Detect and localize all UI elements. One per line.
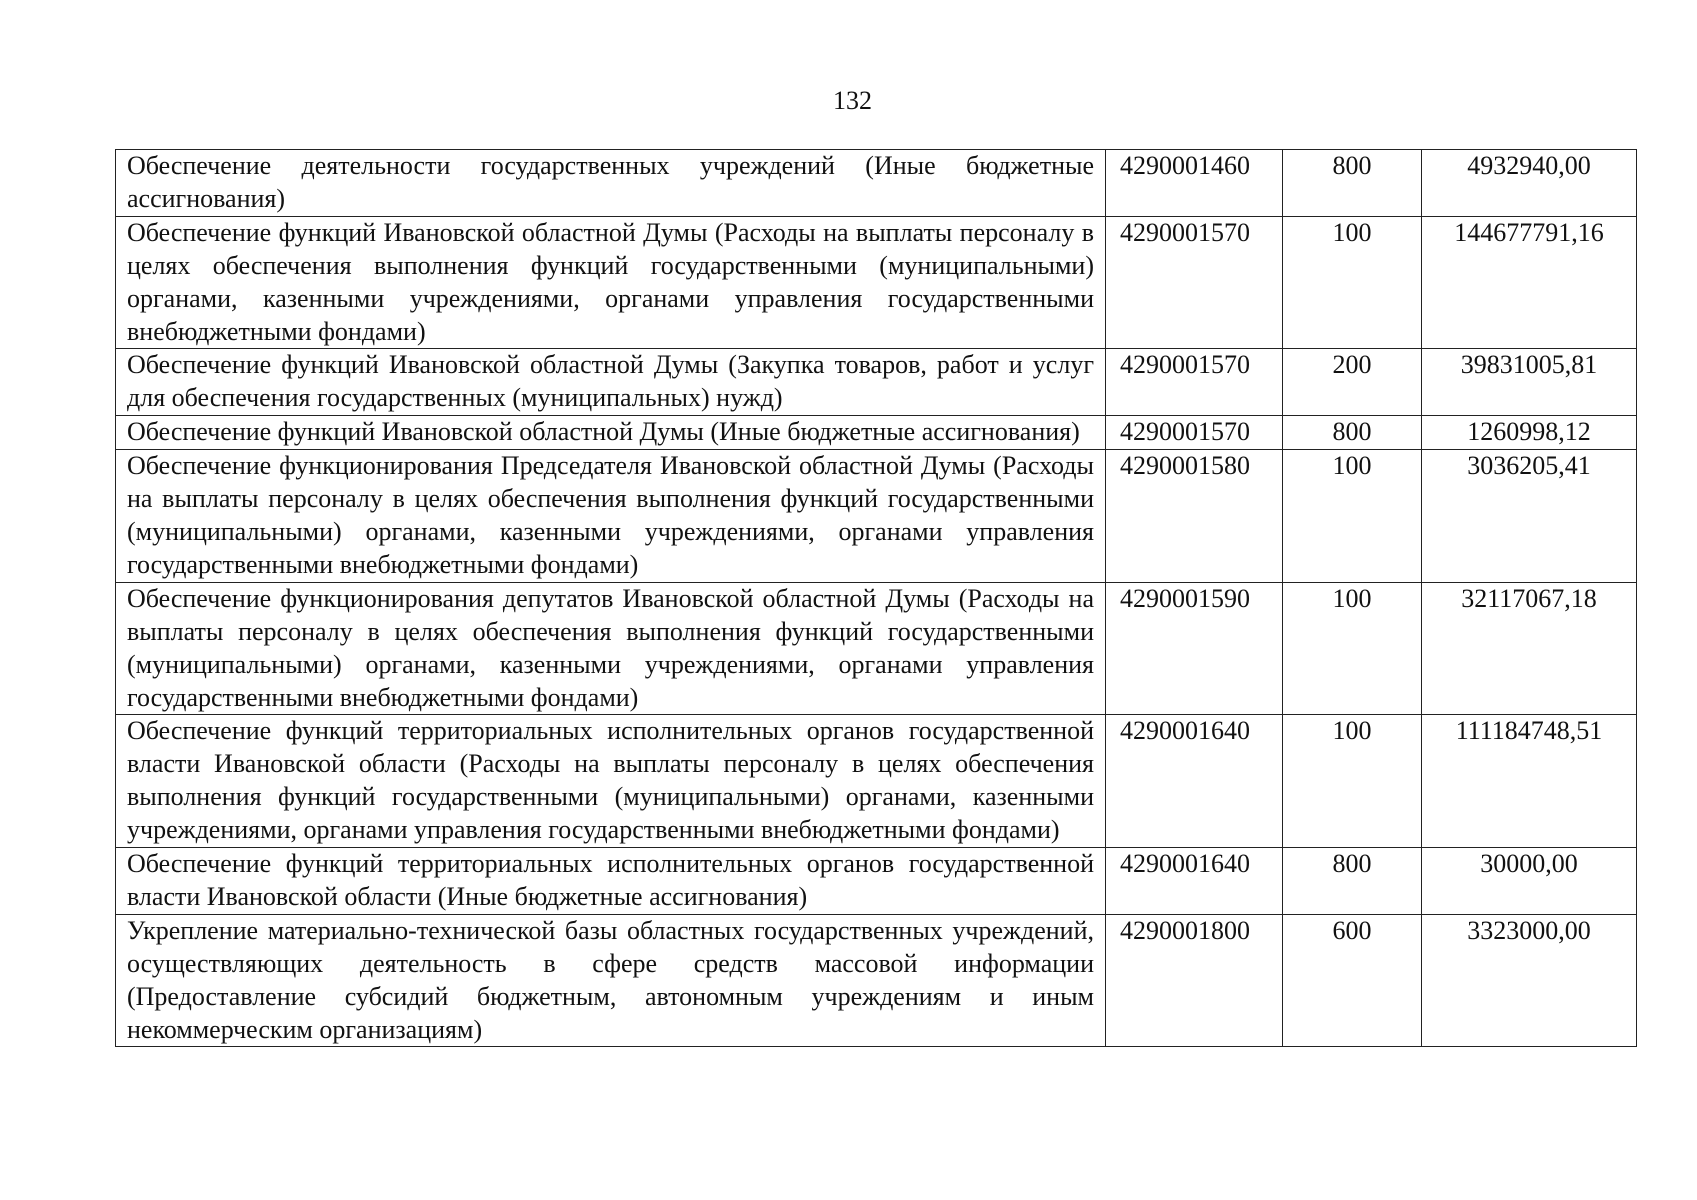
table-row: [116, 416, 1637, 450]
page-number: 132: [833, 86, 872, 115]
budget-table: [115, 149, 1637, 1047]
table-row: [116, 150, 1637, 217]
target-article-code: 4290001570: [1106, 349, 1283, 416]
expense-description: Обеспечение функций Ивановской областной Думы (Иные бюджетные ассигнования): [116, 416, 1106, 450]
target-article-code: 4290001590: [1106, 582, 1283, 715]
expense-description: Обеспечение функций территориальных исполнительных органов государственной власти Ивановской области (Расходы на выплаты персоналу в целях обеспечения выполнения функций государственными (муниципальными) органами, казенными учреждениями, органами управления государственными внебюджетными фондами): [116, 715, 1106, 848]
table-row: [116, 450, 1637, 583]
expense-type-code: 100: [1283, 715, 1422, 848]
table-row: [116, 349, 1637, 416]
expense-type-code: 800: [1283, 416, 1422, 450]
expense-description: Обеспечение деятельности государственных учреждений (Иные бюджетные ассигнования): [116, 150, 1106, 217]
expense-description: Обеспечение функционирования депутатов Ивановской областной Думы (Расходы на выплаты персоналу в целях обеспечения выполнения функций государственными (муниципальными) органами, казенными учреждениями, органами управления государственными внебюджетными фондами): [116, 582, 1106, 715]
expense-description: Обеспечение функционирования Председателя Ивановской областной Думы (Расходы на выплаты персоналу в целях обеспечения выполнения функций государственными (муниципальными) органами, казенными учреждениями, органами управления государственными внебюджетными фондами): [116, 450, 1106, 583]
target-article-code: 4290001580: [1106, 450, 1283, 583]
target-article-code: 4290001570: [1106, 216, 1283, 349]
expense-type-code: 100: [1283, 582, 1422, 715]
table-row: [116, 848, 1637, 915]
expense-description: Обеспечение функций Ивановской областной Думы (Расходы на выплаты персоналу в целях обеспечения выполнения функций государственными (муниципальными) органами, казенными учреждениями, органами управления государственными внебюджетными фондами): [116, 216, 1106, 349]
amount: 1260998,12: [1422, 416, 1637, 450]
amount: 144677791,16: [1422, 216, 1637, 349]
amount: 39831005,81: [1422, 349, 1637, 416]
expense-description: Обеспечение функций Ивановской областной Думы (Закупка товаров, работ и услуг для обеспечения государственных (муниципальных) нужд): [116, 349, 1106, 416]
expense-type-code: 600: [1283, 914, 1422, 1047]
amount: 32117067,18: [1422, 582, 1637, 715]
expense-type-code: 200: [1283, 349, 1422, 416]
expense-type-code: 800: [1283, 150, 1422, 217]
amount: 111184748,51: [1422, 715, 1637, 848]
target-article-code: 4290001800: [1106, 914, 1283, 1047]
expense-type-code: 800: [1283, 848, 1422, 915]
expense-description: Обеспечение функций территориальных исполнительных органов государственной власти Ивановской области (Иные бюджетные ассигнования): [116, 848, 1106, 915]
amount: 3323000,00: [1422, 914, 1637, 1047]
table-row: [116, 914, 1637, 1047]
amount: 3036205,41: [1422, 450, 1637, 583]
expense-description: Укрепление материально-технической базы областных государственных учреждений, осуществляющих деятельность в сфере средств массовой информации (Предоставление субсидий бюджетным, автономным учреждениям и иным некоммерческим организациям): [116, 914, 1106, 1047]
table-row: [116, 715, 1637, 848]
expense-type-code: 100: [1283, 450, 1422, 583]
amount: 4932940,00: [1422, 150, 1637, 217]
target-article-code: 4290001640: [1106, 715, 1283, 848]
table-row: [116, 216, 1637, 349]
table-row: [116, 582, 1637, 715]
target-article-code: 4290001570: [1106, 416, 1283, 450]
target-article-code: 4290001460: [1106, 150, 1283, 217]
expense-type-code: 100: [1283, 216, 1422, 349]
target-article-code: 4290001640: [1106, 848, 1283, 915]
amount: 30000,00: [1422, 848, 1637, 915]
